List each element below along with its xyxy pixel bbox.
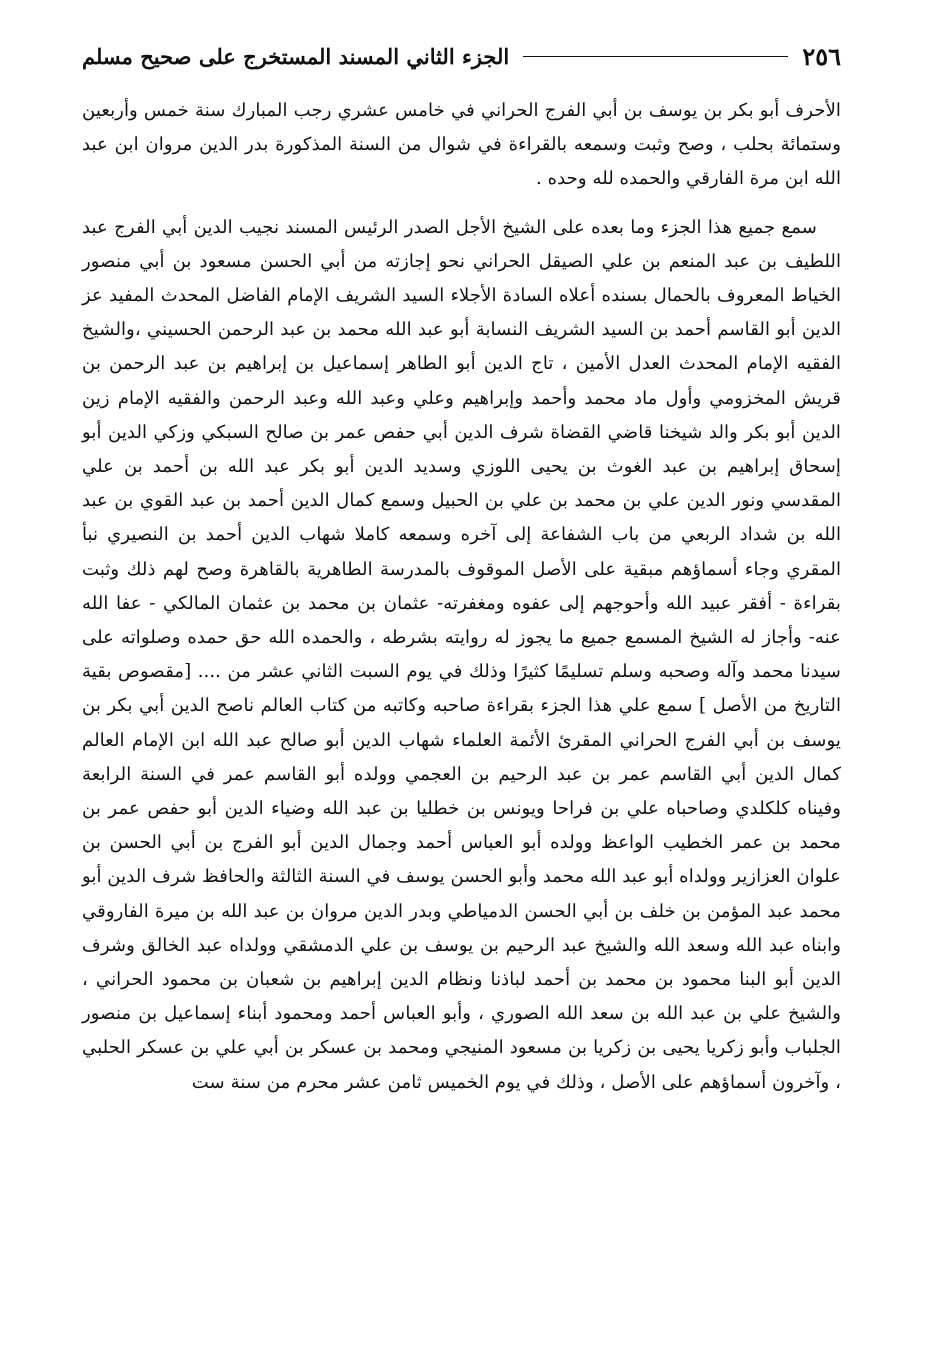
paragraph-1: الأحرف أبو بكر بن يوسف بن أبي الفرج الحراني في خامس عشري رجب المبارك سنة خمس وأربعين وستمائة بحلب ، وصح وثبت وسمعه بالقراءة في شوال من السنة المذكورة بدر الدين مروان ابن عبد الله ابن مرة الفارقي والحمده لله وحده . xyxy=(82,100,841,190)
book-title: الجزء الثاني المسند المستخرج على صحيح مسلم xyxy=(82,43,510,69)
running-header xyxy=(82,34,841,78)
paragraph-2: سمع جميع هذا الجزء وما بعده على الشيخ الأجل الصدر الرئيس المسند نجيب الدين أبي الفرج عبد اللطيف بن عبد المنعم بن علي الصيقل الحراني نحو إجازته من أبي الحسن مسعود بن أبي منصور الخياط المعروف بالحمال بسنده أعلاه السادة الأجلاء السيد الشريف الإمام الفاضل المحدث المفيد عز الدين أبو القاسم أحمد بن السيد الشريف النسابة أبو عبد الله محمد بن عبد الرحمن الحسيني ،والشيخ الفقيه الإمام المحدث العدل الأمين ، تاج الدين أبو الطاهر إسماعيل بن إبراهيم بن عبد الرحمن بن قريش المخزومي وأول ماد محمد وأحمد وإبراهيم وعلي وعبد الله وعبد الرحمن والفقيه الإمام زين الدين أبو بكر والد شيخنا قاضي القضاة شرف الدين أبي حفص عمر بن صالح السبكي وزكي الدين أبو إسحاق إبراهيم بن عبد الغوث بن يحيى اللوزي وسديد الدين أبو بكر عبد الله بن أحمد بن علي المقدسي ونور الدين علي بن محمد بن علي بن الحبيل وسمع كمال الدين أحمد بن عبد القوي بن عبد الله بن شداد الربعي من باب الشفاعة إلى آخره وسمعه كاملا شهاب الدين أحمد بن النصيري نبأ المقري وجاء أسماؤهم مبقية على الأصل الموقوف بالمدرسة الطاهرية بالقاهرة وصح لهم ذلك وثبت بقراءة - أفقر عبيد الله وأحوجهم إلى عفوه ومغفرته- عثمان بن محمد بن عثمان المالكي - عفا الله عنه- وأجاز له الشيخ المسمع جميع ما يجوز له روايته بشرطه ، والحمده الله حق حمده وصلواته على سيدنا محمد وآله وصحبه وسلم تسليمًا كثيرًا وذلك في يوم السبت الثاني عشر من .... [مقصوص بقية التاريخ من الأصل ] سمع علي هذا الجزء بقراءة صاحبه وكاتبه من كتاب العالم ناصح الدين أبي بكر بن يوسف بن أبي الفرج الحراني المقرئ الأئمة العلماء شهاب الدين أبو صالح عبد الله ابن الإمام العالم كمال الدين أبي القاسم عمر بن عبد الرحيم بن العجمي وولده أبو القاسم عمر في السنة الرابعة وفيناه كلكلدي وصاحباه علي بن فراحا ويونس بن خطليا بن عبد الله وضياء الدين أبو حفص عمر بن محمد بن عمر الخطيب الواعظ وولده أبو العباس أحمد وجمال الدين أبو الفرج بن أبي الحسن بن علوان العزازير وولداه أبو عبد الله محمد وأبو الحسن يوسف في السنة الثالثة والحافظ شرف الدين أبو محمد عبد المؤمن بن خلف بن أبي الحسن الدمياطي وبدر الدين مروان بن عبد الله بن ميرة الفاروقي وابناه عبد الله وسعد الله والشيخ عبد الرحيم بن يوسف بن علي الدمشقي وولداه عبد الخالق وشرف الدين أبو البنا محمود بن محمد بن أحمد لباذنا ونظام الدين إبراهيم بن شعبان بن محمود الحراني ، والشيخ علي بن عبد الله بن سعد الله الصوري ، وأبو العباس أحمد ومحمود أبناء إسماعيل بن منصور الجلباب وأبو زكريا يحيى بن زكريا بن مسعود المنيجي ومحمد بن عسكر بن أبي علي بن عسكر الحلبي ، وآخرون أسماؤهم على الأصل ، وذلك في يوم الخميس ثامن عشر محرم من سنة ست xyxy=(82,216,841,1093)
page-number: ٢٥٦ xyxy=(802,41,841,71)
page-body xyxy=(82,94,841,1100)
header-rule xyxy=(523,56,788,57)
